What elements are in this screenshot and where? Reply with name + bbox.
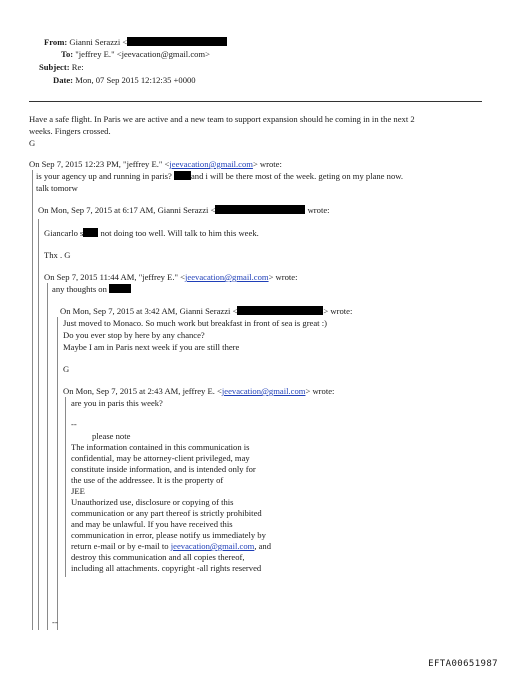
bates-number: EFTA00651987 [428, 659, 498, 669]
disclaimer-line: including all attachments. copyright -all rights reserved [71, 563, 262, 573]
disclaimer-line: Unauthorized use, disclosure or copying of this [71, 497, 234, 507]
email-link[interactable]: jeevacation@gmail.com [185, 272, 269, 282]
quote-line: any thoughts on [52, 284, 131, 295]
disclaimer-line: return e-mail or by e-mail to jeevacation@gmail.com, and [71, 541, 272, 551]
email-link[interactable]: jeevacation@gmail.com [221, 386, 306, 396]
quote-bar [32, 170, 33, 630]
quote-bar [57, 317, 58, 630]
header-divider [29, 101, 482, 102]
quote-bar [38, 219, 39, 630]
quote-line: Just moved to Monaco. So much work but breakfast in front of sea is great :) [63, 318, 327, 328]
quote-line: Thx . G [44, 250, 71, 260]
header-subject [39, 62, 84, 73]
disclaimer-line: communication in error, please notify us immediately by [71, 530, 266, 540]
body-line: weeks. Fingers crossed. [29, 126, 111, 136]
quote-line: are you in paris this week? [71, 398, 163, 408]
date-value: Mon, 07 Sep 2015 12:12:35 +0000 [75, 75, 196, 85]
redaction-block [237, 306, 323, 315]
date-label: Date: [53, 75, 74, 85]
quote-signature: G [63, 364, 70, 374]
from-value: Gianni Serazzi < [69, 37, 128, 47]
disclaimer-line: and may be unlawful. If you have received this [71, 519, 233, 529]
header-date [53, 75, 196, 86]
quote-attribution: On Sep 7, 2015 12:23 PM, "jeffrey E." <jeevacation@gmail.com> wrote: [29, 159, 282, 169]
quote-line: talk tomorw [36, 183, 78, 193]
to-value: "jeffrey E." <jeevacation@gmail.com> [75, 49, 210, 59]
body-signature: G [29, 138, 36, 148]
quote-attribution: On Mon, Sep 7, 2015 at 3:42 AM, Gianni Serazzi < > wrote: [60, 306, 353, 316]
quote-line: is your agency up and running in paris? and i will be there most of the week. geting on my plane now. [36, 171, 404, 181]
header-from [44, 37, 227, 48]
email-link[interactable]: jeevacation@gmail.com [169, 159, 253, 169]
email-link[interactable]: jeevacation@gmail.com [170, 541, 255, 551]
quote-line: Maybe I am in Paris next week if you are still there [63, 342, 240, 352]
disclaimer-line: JEE [71, 486, 85, 496]
disclaimer-line: the use of the addressee. It is the property of [71, 475, 224, 485]
signature-separator: -- [71, 419, 77, 429]
disclaimer-line: confidential, may be attorney-client privileged, may [71, 453, 250, 463]
header-to [61, 49, 210, 60]
disclaimer-line: communication or any part thereof is strictly prohibited [71, 508, 262, 518]
quote-attribution: On Mon, Sep 7, 2015 at 2:43 AM, jeffrey E. <jeevacation@gmail.com> wrote: [63, 386, 335, 396]
disclaimer-title: please note [92, 431, 131, 441]
body-line: Have a safe flight. In Paris we are active and a new team to support expansion should he coming in in the next 2 [29, 114, 415, 124]
quote-attribution: On Mon, Sep 7, 2015 at 6:17 AM, Gianni Serazzi < wrote: [38, 205, 330, 215]
redaction-block [127, 37, 227, 46]
quote-attribution: On Sep 7, 2015 11:44 AM, "jeffrey E." <jeevacation@gmail.com> wrote: [44, 272, 298, 282]
redaction-block [109, 284, 131, 293]
redaction-block [174, 171, 191, 180]
quote-bar [47, 283, 48, 630]
to-label: To: [61, 49, 74, 59]
quote-bar [65, 397, 66, 577]
redaction-block [215, 205, 305, 214]
quote-line: Giancarlo s not doing too well. Will talk to him this week. [44, 228, 259, 238]
from-label: From: [44, 37, 68, 47]
signature-separator: -- [52, 617, 58, 627]
disclaimer-line: The information contained in this communication is [71, 442, 250, 452]
subject-value: Re: [71, 62, 84, 72]
quote-line: Do you ever stop by here by any chance? [63, 330, 205, 340]
disclaimer-line: constitute inside information, and is intended only for [71, 464, 256, 474]
redaction-block [83, 228, 98, 237]
subject-label: Subject: [39, 62, 70, 72]
disclaimer-line: destroy this communication and all copies thereof, [71, 552, 245, 562]
